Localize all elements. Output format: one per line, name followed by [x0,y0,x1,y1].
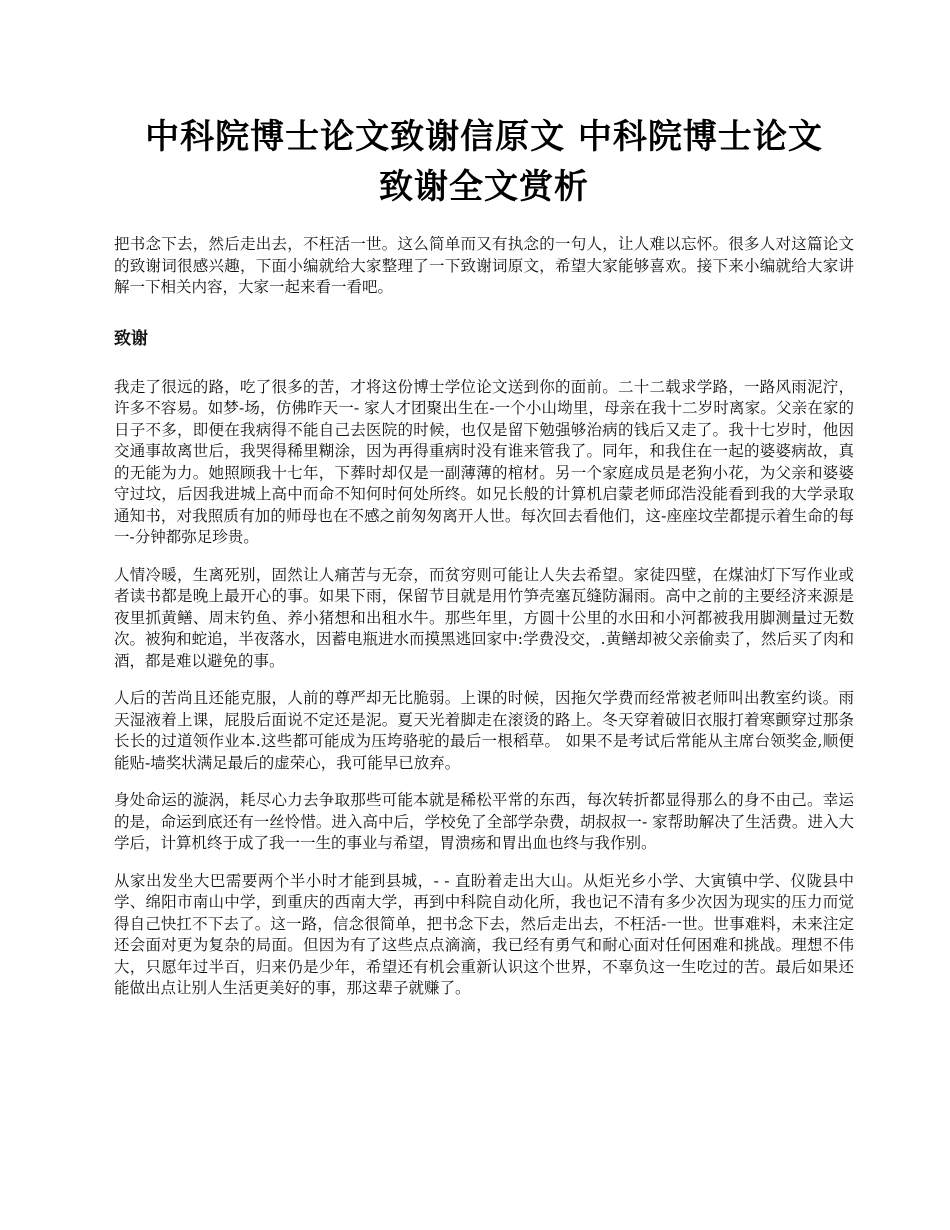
body-paragraph-3: 人后的苦尚且还能克服，人前的尊严却无比脆弱。上课的时候，因拖欠学费而经常被老师叫出教室约谈。雨天湿液着上课，屁股后面说不定还是泥。夏天光着脚走在滚烫的路上。冬天穿着破旧衣服打着寒颤穿过那条长长的过道领作业本.这些都可能成为压垮骆驼的最后一根稻草。 如果不是考试后常能从主席台领奖金,顺便能贴-墙奖状满足最后的虚荣心，我可能早已放弃。 [114,689,854,772]
title-line-1: 中科院博士论文致谢信原文 中科院博士论文 [145,117,823,157]
body-paragraph-5: 从家出发坐大巴需要两个半小时才能到县城，- - 直盼着走出大山。从炬光乡小学、大寅镇中学、仪陇县中学、绵阳市南山中学，到重庆的西南大学，再到中科院自动化所，我也记不清有多少次因为现实的压力而觉得自己快扛不下去了。这一路，信念很简单，把书念下去，然后走出去，不枉活-一世。世事难料，未来注定还会面对更为复杂的局面。但因为有了这些点点滴滴，我已经有勇气和耐心面对任何困难和挑战。理想不伟大，只愿年过半百，归来仍是少年，希望还有机会重新认识这个世界，不辜负这一生吃过的苦。最后如果还能做出点让别人生活更美好的事，那这辈子就赚了。 [114,871,854,997]
document-page [114,112,854,1000]
page-title [114,112,854,212]
body-paragraph-4: 身处命运的漩涡，耗尽心力去争取那些可能本就是稀松平常的东西，每次转折都显得那么的身不由己。幸运的是，命运到底还有一丝怜惜。进入高中后，学校免了全部学杂费，胡叔叔一- 家帮助解决了生活费。进入大学后，计算机终于成了我一一生的事业与希望，胃溃疡和胃出血也终与我作别。 [114,791,854,852]
title-line-2: 致谢全文赏析 [379,167,589,207]
body-paragraph-1: 我走了很远的路，吃了很多的苦，才将这份博士学位论文送到你的面前。二十二载求学路，一路风雨泥泞，许多不容易。如梦-场，仿佛昨天一- 家人才团聚出生在-一个小山坳里，母亲在我十二岁时离家。父亲在家的日子不多，即便在我病得不能自己去医院的时候，也仅是留下勉强够治病的钱后又走了。我十七岁时，他因交通事故离世后，我哭得稀里糊涂，因为再得重病时没有谁来管我了。同年，和我住在一起的婆婆病故，真的无能为力。她照顾我十七年，下葬时却仅是一副薄薄的棺材。另一个家庭成员是老狗小花，为父亲和婆婆守过坟，后因我进城上高中而命不知何时何处所终。如兄长般的计算机启蒙老师邱浩没能看到我的大学录取通知书，对我照质有加的师母也在不感之前匆匆离开人世。每次回去看他们，这-座座坟茔都提示着生命的每一-分钟都弥足珍贵。 [114,377,854,546]
body-paragraph-2: 人情冷暖，生离死别，固然让人痛苦与无奈，而贫穷则可能让人失去希望。家徒四壁，在煤油灯下写作业或者读书都是晚上最开心的事。如果下雨，保留节目就是用竹笋壳塞瓦缝防漏雨。高中之前的主要经济来源是夜里抓黄鳝、周末钓鱼、养小猪想和出租水牛。那些年里，方圆十公里的水田和小河都被我用脚测量过无数次。被狗和蛇追，半夜落水，因蓄电瓶进水而摸黑逃回家中:学费没交，.黄鳝却被父亲偷卖了，然后买了肉和酒，都是难以避免的事。 [114,565,854,670]
intro-paragraph: 把书念下去，然后走出去，不枉活一世。这么简单而又有执念的一句人，让人难以忘怀。很多人对这篇论文的致谢词很感兴趣，下面小编就给大家整理了一下致谢词原文，希望大家能够喜欢。接下来小编就给大家讲解一下相关内容，大家一起来看一看吧。 [114,235,854,296]
section-heading: 致谢 [114,328,148,349]
